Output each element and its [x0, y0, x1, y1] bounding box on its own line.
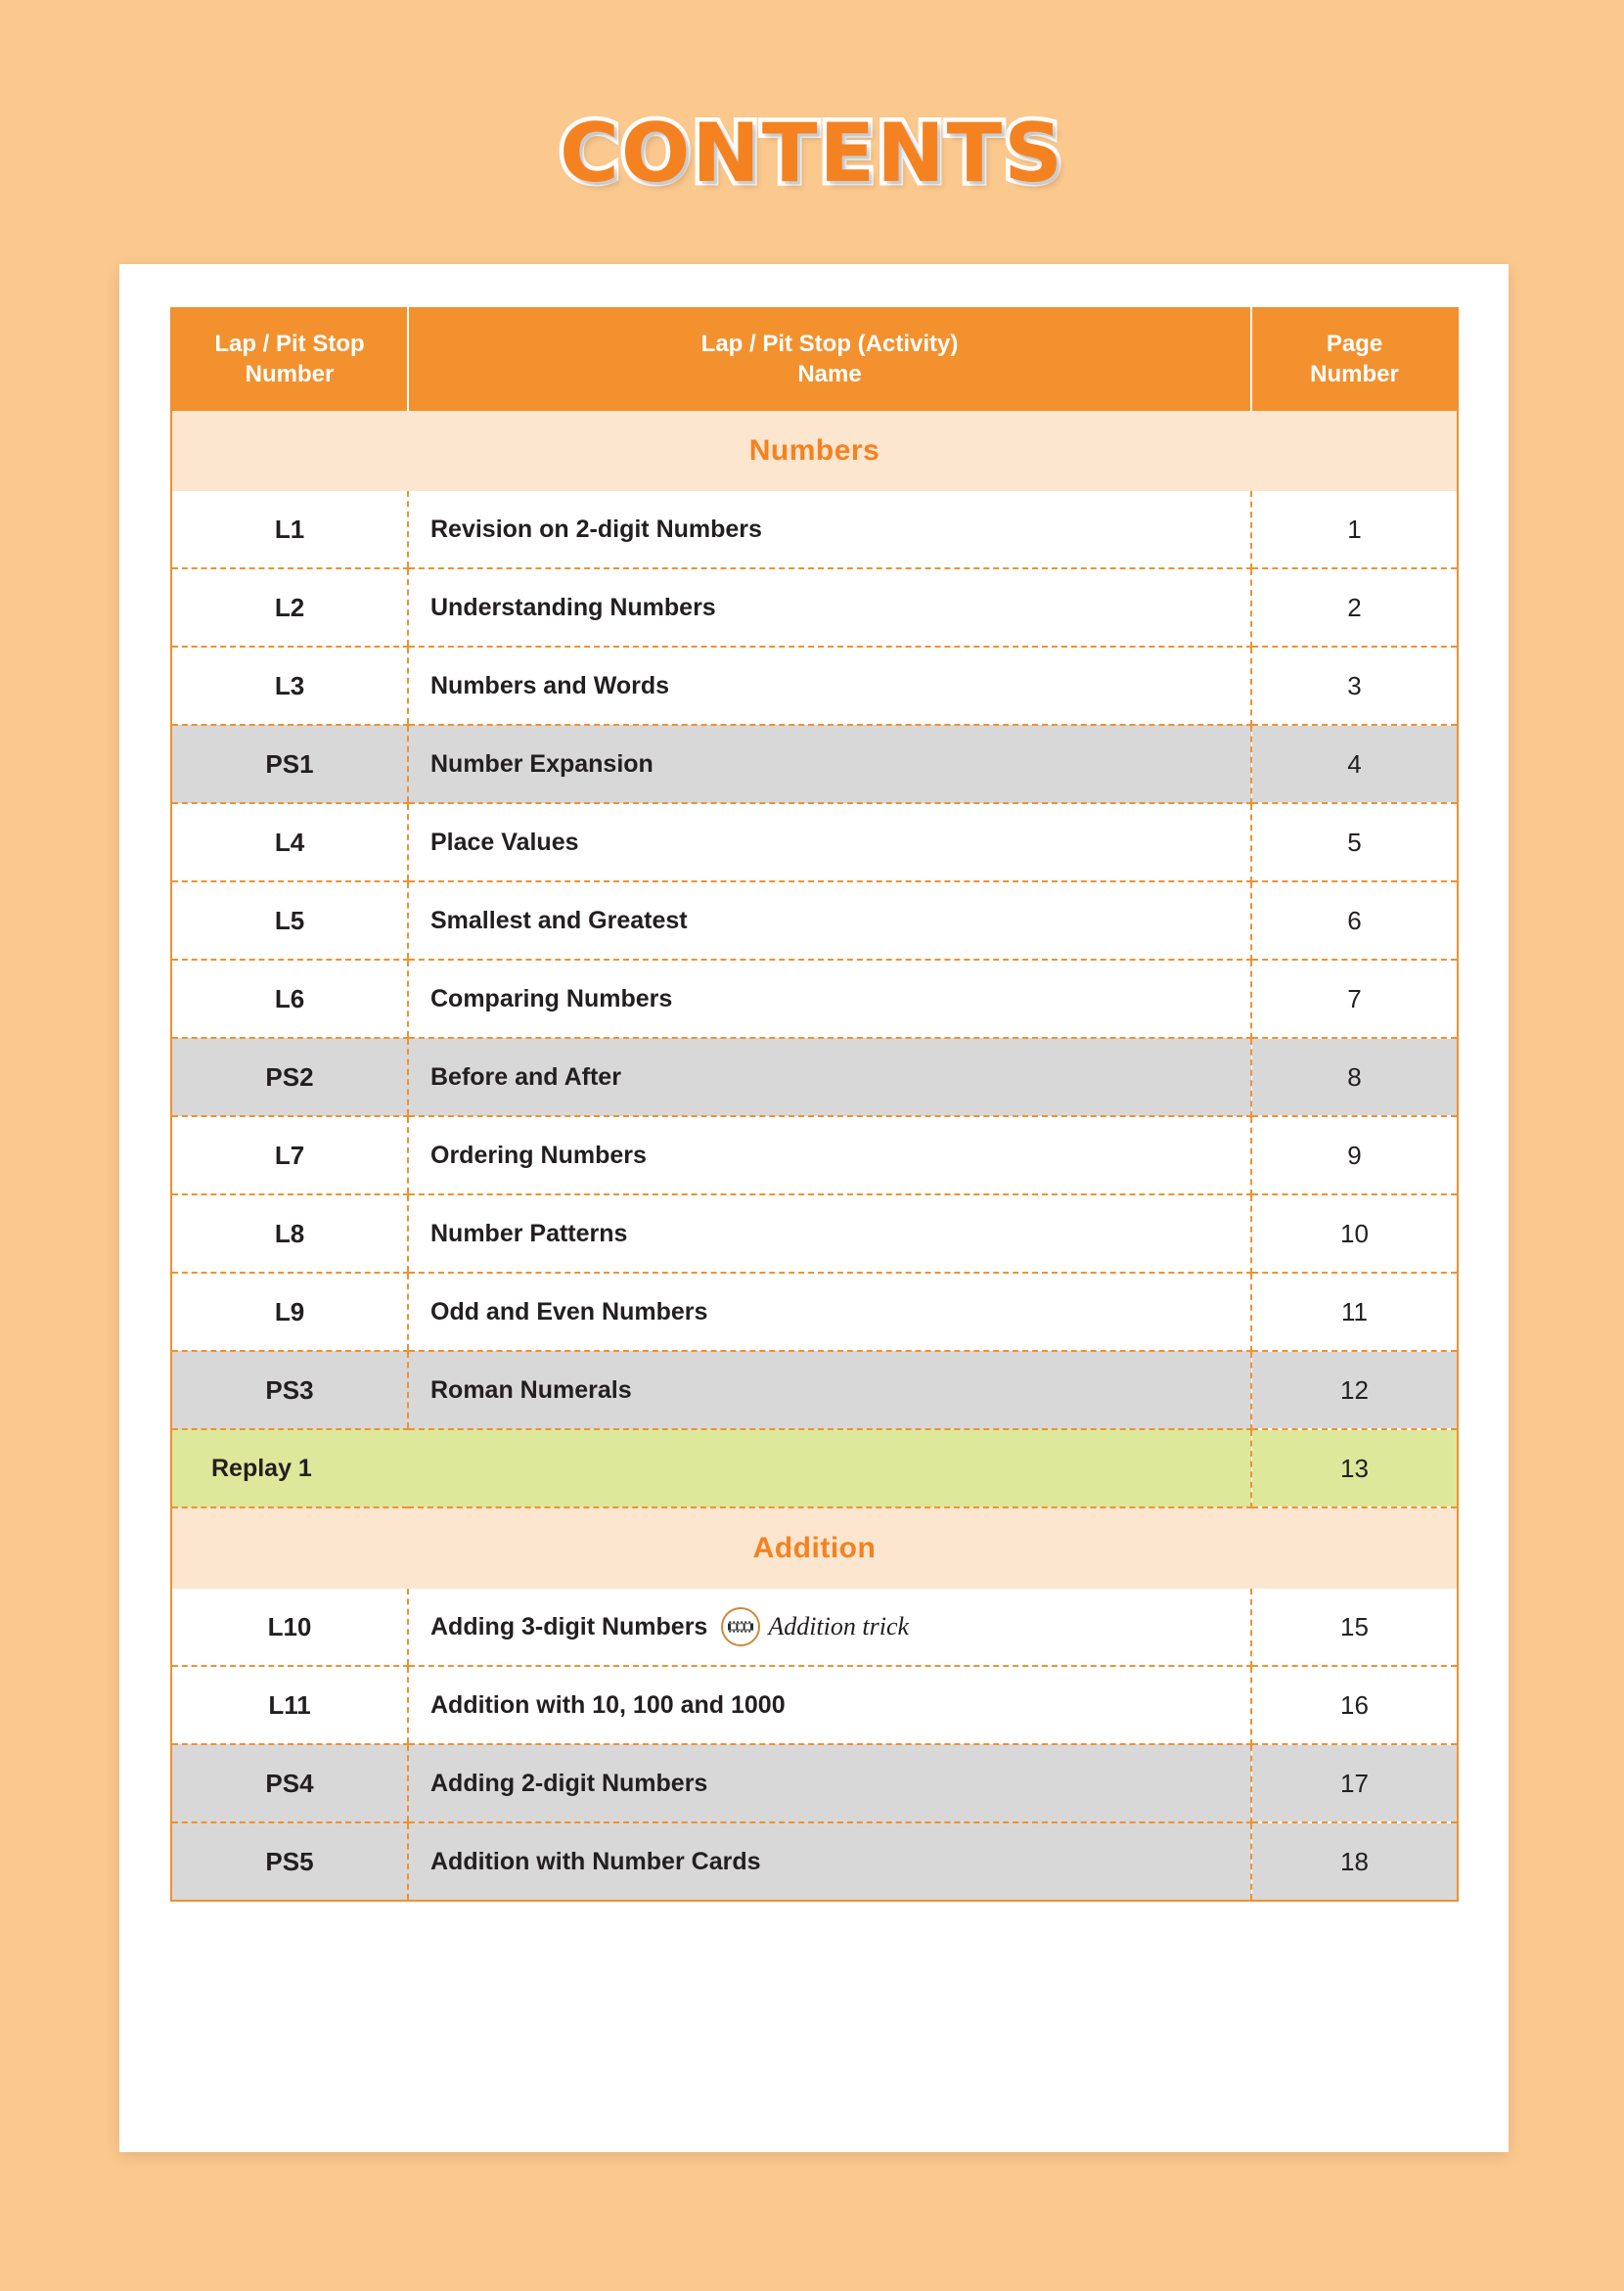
row-code: L6	[171, 960, 408, 1038]
table-row[interactable]	[171, 568, 1458, 647]
row-page: 17	[1251, 1744, 1458, 1822]
row-page: 2	[1251, 568, 1458, 647]
row-code: L9	[171, 1273, 408, 1351]
section-header-row	[171, 411, 1458, 491]
row-name: Numbers and Words	[408, 647, 1251, 725]
row-name-cell	[408, 1589, 1251, 1666]
row-name: Number Patterns	[408, 1194, 1251, 1273]
row-code: L10	[171, 1589, 408, 1666]
table-header	[171, 308, 1458, 411]
row-name: Understanding Numbers	[408, 568, 1251, 647]
table-row[interactable]	[171, 725, 1458, 803]
header-activity-name	[408, 308, 1251, 411]
row-name: Roman Numerals	[408, 1351, 1251, 1429]
row-page: 8	[1251, 1038, 1458, 1116]
film-strip-icon	[721, 1607, 760, 1646]
row-page: 9	[1251, 1116, 1458, 1194]
row-page: 7	[1251, 960, 1458, 1038]
row-code: PS5	[171, 1822, 408, 1901]
section-title: Numbers	[171, 411, 1458, 491]
row-page: 13	[1251, 1429, 1458, 1507]
row-name: Place Values	[408, 803, 1251, 881]
row-code: L4	[171, 803, 408, 881]
header-page-number-line1: Page	[1326, 331, 1383, 358]
replay-row[interactable]	[171, 1429, 1458, 1507]
table-row[interactable]	[171, 1273, 1458, 1351]
row-name: Comparing Numbers	[408, 960, 1251, 1038]
addition-trick-note[interactable]	[721, 1607, 909, 1646]
header-page-number	[1251, 308, 1458, 411]
header-activity-name-line1: Lap / Pit Stop (Activity)	[700, 331, 959, 358]
row-code: L5	[171, 881, 408, 960]
row-code: L2	[171, 568, 408, 647]
row-name: Adding 3-digit Numbers	[430, 1612, 708, 1640]
row-code: L8	[171, 1194, 408, 1273]
header-activity-name-line2: Name	[797, 361, 862, 387]
section-header-row	[171, 1507, 1458, 1589]
table-row[interactable]	[171, 1666, 1458, 1744]
row-name: Ordering Numbers	[408, 1116, 1251, 1194]
contents-card	[119, 264, 1509, 2152]
row-name: Odd and Even Numbers	[408, 1273, 1251, 1351]
row-page: 16	[1251, 1666, 1458, 1744]
table-row[interactable]	[171, 1744, 1458, 1822]
header-lap-number-line1: Lap / Pit Stop	[214, 331, 365, 358]
row-page: 15	[1251, 1589, 1458, 1666]
row-code: PS3	[171, 1351, 408, 1429]
section-title: Addition	[171, 1507, 1458, 1589]
header-page-number-line2: Number	[1310, 361, 1399, 387]
table-row[interactable]	[171, 1116, 1458, 1194]
table-row[interactable]	[171, 881, 1458, 960]
table-row[interactable]	[171, 1351, 1458, 1429]
row-page: 6	[1251, 881, 1458, 960]
row-page: 10	[1251, 1194, 1458, 1273]
row-code: PS4	[171, 1744, 408, 1822]
row-page: 5	[1251, 803, 1458, 881]
row-page: 3	[1251, 647, 1458, 725]
row-code: L3	[171, 647, 408, 725]
contents-table	[170, 307, 1459, 1902]
row-code: PS2	[171, 1038, 408, 1116]
replay-label: Replay 1	[171, 1429, 1251, 1507]
row-name: Addition with 10, 100 and 1000	[408, 1666, 1251, 1744]
table-row[interactable]	[171, 491, 1458, 568]
row-name: Revision on 2-digit Numbers	[408, 491, 1251, 568]
row-name: Addition with Number Cards	[408, 1822, 1251, 1901]
row-page: 18	[1251, 1822, 1458, 1901]
row-code: L7	[171, 1116, 408, 1194]
row-name: Number Expansion	[408, 725, 1251, 803]
page-title: CONTENTS	[559, 106, 1065, 201]
header-lap-number-line2: Number	[245, 361, 335, 387]
row-code: L1	[171, 491, 408, 568]
table-row[interactable]	[171, 960, 1458, 1038]
row-code: PS1	[171, 725, 408, 803]
row-code: L11	[171, 1666, 408, 1744]
table-row[interactable]	[171, 647, 1458, 725]
row-page: 11	[1251, 1273, 1458, 1351]
table-row[interactable]	[171, 1822, 1458, 1901]
page-title-wrap	[0, 106, 1624, 201]
header-lap-number	[171, 308, 408, 411]
table-body	[171, 411, 1458, 1901]
row-page: 12	[1251, 1351, 1458, 1429]
row-page: 4	[1251, 725, 1458, 803]
trick-label: Addition trick	[768, 1612, 910, 1640]
row-page: 1	[1251, 491, 1458, 568]
table-row[interactable]	[171, 1038, 1458, 1116]
row-name: Adding 2-digit Numbers	[408, 1744, 1251, 1822]
table-row[interactable]	[171, 803, 1458, 881]
table-row[interactable]	[171, 1194, 1458, 1273]
row-name: Smallest and Greatest	[408, 881, 1251, 960]
row-name: Before and After	[408, 1038, 1251, 1116]
table-row[interactable]	[171, 1589, 1458, 1666]
